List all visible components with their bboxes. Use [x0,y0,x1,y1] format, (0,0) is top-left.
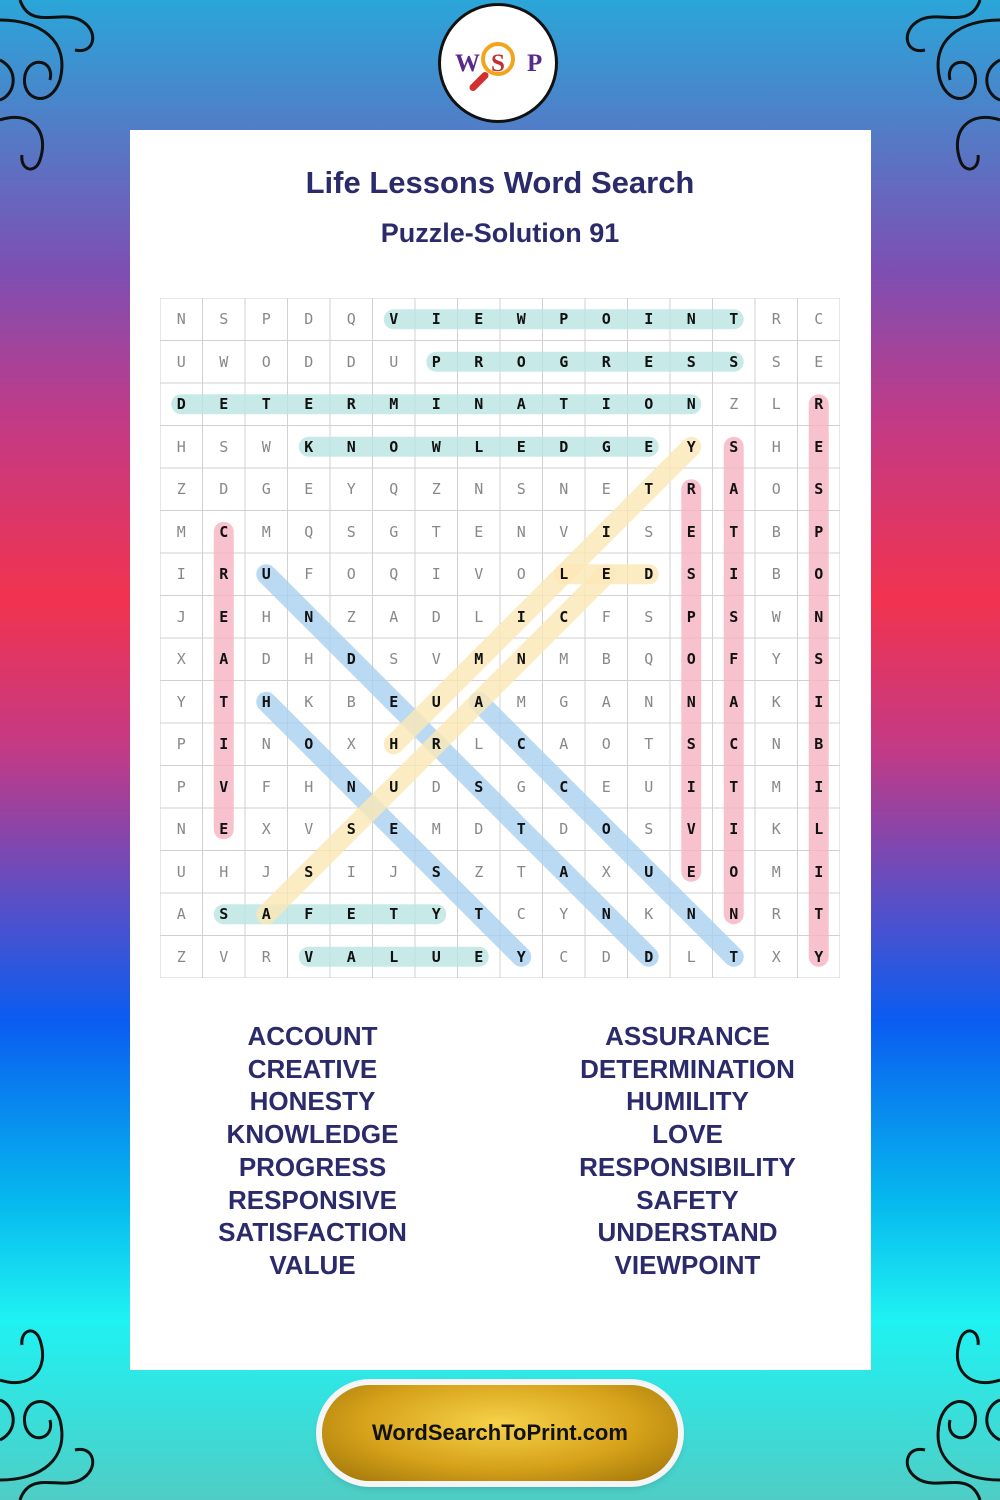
grid-cell[interactable]: G [516,777,526,796]
grid-cell[interactable]: U [176,862,186,881]
grid-cell[interactable]: N [814,607,824,626]
grid-cell[interactable]: D [644,565,654,583]
grid-cell[interactable]: R [814,395,824,413]
grid-cell[interactable]: I [176,565,186,583]
grid-cell[interactable]: V [431,650,441,668]
grid-cell[interactable]: N [346,437,356,456]
word-list-item: HUMILITY [626,1086,749,1117]
grid-cell[interactable]: S [644,607,654,626]
grid-cell[interactable]: B [771,522,781,541]
grid-cell[interactable]: F [261,777,271,796]
logo-letter: W [455,50,480,77]
corner-ornament-icon [860,1300,1000,1500]
grid-cell[interactable]: C [814,310,824,328]
grid-cell[interactable]: R [261,947,271,966]
grid-cell[interactable]: I [814,692,824,711]
grid-cell[interactable]: N [771,735,781,753]
grid-cell[interactable]: E [389,692,399,711]
grid-cell[interactable]: T [644,735,654,753]
grid-cell[interactable]: S [814,650,824,668]
grid-cell[interactable]: D [431,777,441,796]
grid-cell[interactable]: G [261,480,271,498]
grid-cell[interactable]: S [474,777,484,796]
grid-cell[interactable]: O [389,437,399,456]
grid-cell[interactable]: O [686,650,696,668]
grid-cell[interactable]: W [771,607,781,626]
grid-cell[interactable]: M [771,862,781,881]
grid-cell[interactable]: A [729,692,739,711]
grid-cell[interactable]: B [346,692,356,711]
grid-cell[interactable]: Q [389,480,399,498]
grid-cell[interactable]: H [771,437,781,456]
grid-cell[interactable]: R [771,905,781,923]
grid-cell[interactable]: S [516,480,526,498]
grid-cell[interactable]: V [474,565,484,583]
grid-cell[interactable]: P [176,777,186,796]
grid-cell[interactable]: N [176,310,186,328]
grid-cell[interactable]: S [219,310,229,328]
grid-cell[interactable]: N [601,905,611,923]
grid-cell[interactable]: B [771,565,781,583]
grid-cell[interactable]: I [219,735,229,753]
grid-cell[interactable]: H [219,862,229,881]
grid-cell[interactable]: H [261,607,271,626]
grid-cell[interactable]: Z [176,480,186,498]
grid-cell[interactable]: E [474,310,484,328]
grid-cell[interactable]: N [686,395,696,413]
grid-cell[interactable]: I [814,862,824,881]
grid-cell[interactable]: T [729,522,739,541]
grid-cell[interactable]: I [644,310,654,328]
grid-cell[interactable]: N [346,777,356,796]
grid-cell[interactable]: F [601,607,611,626]
grid-cell[interactable]: R [474,352,484,371]
grid-cell[interactable]: N [686,905,696,923]
grid-cell[interactable]: T [644,480,654,498]
word-list-item: CREATIVE [247,1053,378,1084]
grid-cell[interactable]: L [474,735,484,753]
grid-cell[interactable]: S [644,820,654,838]
word-list-item: RESPONSIVE [227,1184,398,1215]
grid-cell[interactable]: H [261,692,271,711]
grid-cell[interactable]: A [601,692,611,711]
grid-cell[interactable]: Z [431,480,441,498]
grid-cell[interactable]: G [601,437,611,456]
grid-cell[interactable]: E [474,522,484,541]
grid-cell[interactable]: S [304,862,314,881]
grid-cell[interactable]: E [814,352,824,371]
grid-cell[interactable]: S [644,522,654,541]
grid-cell[interactable]: C [559,947,569,966]
word-list-item: SATISFACTION [218,1217,407,1248]
grid-cell[interactable]: I [516,607,526,626]
grid-cell[interactable]: D [304,352,314,371]
grid-cell[interactable]: Q [346,310,356,328]
grid-cell[interactable]: N [304,607,314,626]
grid-cell[interactable]: O [601,310,611,328]
grid-cell[interactable]: D [346,352,356,371]
grid-cell[interactable]: W [261,437,271,456]
grid-cell[interactable]: F [304,905,314,923]
word-list-item: ASSURANCE [605,1021,770,1051]
grid-cell[interactable]: D [474,820,484,838]
grid-cell[interactable]: C [219,522,229,541]
logo-letter: S [491,50,505,77]
grid-cell[interactable]: E [644,437,654,456]
grid-cell[interactable]: A [559,735,569,753]
grid-cell[interactable]: N [516,522,526,541]
grid-cell[interactable]: W [516,310,526,328]
grid-cell[interactable]: D [261,650,271,668]
grid-cell[interactable]: I [431,565,441,583]
grid-cell[interactable]: R [686,480,696,498]
word-list-item: SAFETY [636,1184,739,1215]
grid-cell[interactable]: V [686,820,696,838]
grid-cell[interactable]: A [474,692,484,711]
grid-cell[interactable]: A [261,905,271,923]
grid-cell[interactable]: N [729,905,739,923]
grid-cell[interactable]: E [644,352,654,371]
grid-cell[interactable]: A [516,395,526,413]
corner-ornament-icon [0,1300,140,1500]
grid-cell[interactable]: S [389,650,399,668]
grid-cell[interactable]: D [176,395,186,413]
grid-cell[interactable]: G [559,692,569,711]
grid-cell[interactable]: R [431,735,441,753]
grid-cell[interactable]: N [516,650,526,668]
grid-cell[interactable]: C [729,735,739,753]
grid-cell[interactable]: N [474,395,484,413]
grid-cell[interactable]: L [559,565,569,583]
grid-cell[interactable]: T [814,905,824,923]
grid-cell[interactable]: G [559,352,569,371]
grid-cell[interactable]: B [814,735,824,753]
grid-cell[interactable]: J [261,862,271,881]
grid-cell[interactable]: X [176,650,186,668]
grid-cell[interactable]: E [219,820,229,838]
logo-letter: P [527,50,543,77]
grid-cell[interactable]: L [474,437,484,456]
grid-cell[interactable]: Q [389,565,399,583]
grid-cell[interactable]: F [304,565,314,583]
grid-cell[interactable]: M [516,692,526,711]
grid-cell[interactable]: X [771,947,781,966]
grid-cell[interactable]: X [346,735,356,753]
grid-cell[interactable]: M [261,522,271,541]
grid-cell[interactable]: D [559,437,569,456]
grid-cell[interactable]: V [559,522,569,541]
grid-cell[interactable]: X [601,862,611,881]
grid-cell[interactable]: I [814,777,824,796]
page-subtitle: Puzzle-Solution 91 [380,218,620,248]
grid-cell[interactable]: V [304,947,314,966]
grid-cell[interactable]: O [304,735,314,753]
word-list-right [535,1020,840,1282]
grid-cell[interactable]: S [729,437,739,456]
grid-cell[interactable]: F [729,650,739,668]
grid-cell[interactable]: V [304,820,314,838]
grid-cell[interactable]: U [389,777,399,796]
grid-cell[interactable]: E [304,480,314,498]
grid-cell[interactable]: C [559,777,569,796]
grid-cell[interactable]: A [389,607,399,626]
grid-cell[interactable]: O [601,735,611,753]
grid-cell[interactable]: Y [686,437,696,456]
grid-cell[interactable]: S [686,352,696,371]
grid-cell[interactable]: E [814,437,824,456]
grid-cell[interactable]: M [474,650,484,668]
grid-cell[interactable]: V [389,310,399,328]
grid-cell[interactable]: D [346,650,356,668]
grid-cell[interactable]: T [516,862,526,881]
grid-cell[interactable]: U [431,692,441,711]
grid-cell[interactable]: S [219,905,229,923]
grid-cell[interactable]: Q [644,650,654,668]
grid-cell[interactable]: R [346,395,356,413]
site-link-button[interactable]: WordSearchToPrint.com [322,1385,678,1481]
grid-cell[interactable]: U [389,352,399,371]
grid-cell[interactable]: R [771,310,781,328]
grid-cell[interactable]: S [686,735,696,753]
wsp-logo[interactable] [438,3,558,123]
grid-cell[interactable]: C [516,735,526,753]
word-list-item: RESPONSIBILITY [579,1151,796,1182]
grid-cell[interactable]: S [729,607,739,626]
grid-cell[interactable]: D [304,310,314,328]
grid-cell[interactable]: B [601,650,611,668]
grid-cell[interactable]: E [516,437,526,456]
grid-cell[interactable]: U [261,565,271,583]
word-list-item: VIEWPOINT [614,1249,761,1280]
grid-cell[interactable]: L [686,947,696,966]
grid-cell[interactable]: K [771,692,781,711]
grid-cell[interactable]: S [771,352,781,371]
grid-cell[interactable]: Y [516,947,526,966]
grid-cell[interactable]: N [474,480,484,498]
grid-cell[interactable]: H [389,735,399,753]
grid-cell[interactable]: K [304,437,314,456]
grid-cell[interactable]: O [729,862,739,881]
grid-cell[interactable]: O [771,480,781,498]
grid-cell[interactable]: S [729,352,739,371]
grid-cell[interactable]: T [559,395,569,413]
grid-cell[interactable]: O [516,352,526,371]
grid-cell[interactable]: Z [729,395,739,413]
grid-cell[interactable]: D [559,820,569,838]
grid-cell[interactable]: S [814,480,824,498]
grid-cell[interactable]: T [729,777,739,796]
grid-cell[interactable]: T [261,395,271,413]
word-list-item: ACCOUNT [247,1021,378,1051]
grid-cell[interactable]: T [389,905,399,923]
grid-cell[interactable]: P [559,310,569,328]
grid-cell[interactable]: L [771,395,781,413]
grid-cell[interactable]: H [304,650,314,668]
grid-cell[interactable]: A [346,947,356,966]
grid-cell[interactable]: M [559,650,569,668]
grid-cell[interactable]: P [814,522,824,541]
grid-cell[interactable]: O [644,395,654,413]
grid-cell[interactable]: E [219,395,229,413]
grid-cell[interactable]: T [729,947,739,966]
grid-cell[interactable]: N [261,735,271,753]
grid-cell[interactable]: J [389,862,399,881]
grid-cell[interactable]: Y [814,947,824,966]
word-list-left [160,1020,465,1282]
grid-cell[interactable]: N [686,310,696,328]
grid-cell[interactable]: I [729,820,739,838]
grid-cell[interactable]: P [686,607,696,626]
grid-cell[interactable]: P [431,352,441,371]
grid-cell[interactable]: W [219,352,229,371]
grid-cell[interactable]: T [516,820,526,838]
grid-cell[interactable]: V [219,777,229,796]
grid-cell[interactable]: L [474,607,484,626]
grid-cell[interactable]: T [219,692,229,711]
word-list-item: DETERMINATION [580,1053,795,1084]
word-list-item: PROGRESS [238,1151,387,1182]
grid-cell[interactable]: Y [771,650,781,668]
grid-cell[interactable]: I [686,777,696,796]
grid-cell[interactable]: E [474,947,484,966]
grid-cell[interactable]: I [431,310,441,328]
grid-cell[interactable]: L [814,820,824,838]
grid-cell[interactable]: A [729,480,739,498]
grid-cell[interactable]: R [601,352,611,371]
grid-cell[interactable]: Y [176,692,186,711]
grid-cell[interactable]: C [516,905,526,923]
grid-cell[interactable]: R [219,565,229,583]
grid-cell[interactable]: N [644,692,654,711]
grid-cell[interactable]: N [686,692,696,711]
grid-cell[interactable]: K [771,820,781,838]
grid-cell[interactable]: E [601,565,611,583]
grid-cell[interactable]: D [219,480,229,498]
grid-cell[interactable]: A [219,650,229,668]
grid-cell[interactable]: G [389,522,399,541]
grid-cell[interactable]: V [219,947,229,966]
grid-cell[interactable]: I [601,395,611,413]
grid-cell[interactable]: M [771,777,781,796]
grid-cell[interactable]: T [474,905,484,923]
grid-cell[interactable]: I [601,522,611,541]
word-list-item: KNOWLEDGE [226,1119,399,1150]
grid-cell[interactable]: W [431,437,441,456]
word-list-item: LOVE [652,1119,723,1150]
grid-cell[interactable]: O [261,352,271,371]
grid-cell[interactable]: E [686,862,696,881]
grid-cell[interactable]: D [431,607,441,626]
grid-cell[interactable]: M [431,820,441,838]
grid-cell[interactable]: O [346,565,356,583]
grid-cell[interactable]: U [431,947,441,966]
grid-cell[interactable]: E [601,480,611,498]
grid-cell[interactable]: H [176,437,186,456]
grid-cell[interactable]: D [601,947,611,966]
grid-cell[interactable]: O [814,565,824,583]
grid-cell[interactable]: O [516,565,526,583]
grid-cell[interactable]: S [346,522,356,541]
grid-cell[interactable]: K [644,905,654,923]
grid-cell[interactable]: H [304,777,314,796]
word-list-item: UNDERSTAND [597,1217,778,1248]
grid-cell[interactable]: S [346,820,356,838]
page-title: Life Lessons Word Search [305,165,695,200]
grid-cell[interactable]: Y [559,905,569,923]
grid-cell[interactable]: N [559,480,569,498]
grid-cell[interactable]: N [176,820,186,838]
grid-cell[interactable]: P [261,310,271,328]
grid-cell[interactable]: I [431,395,441,413]
grid-cell[interactable]: M [176,522,186,541]
grid-cell[interactable]: U [644,777,654,796]
word-list-item: HONESTY [249,1086,376,1117]
grid-cell[interactable]: K [304,692,314,711]
grid-cell[interactable]: Y [346,480,356,498]
grid-cell[interactable]: U [176,352,186,371]
grid-cell[interactable]: S [431,862,441,881]
grid-cell[interactable]: L [389,947,399,966]
grid-cell[interactable]: C [559,607,569,626]
grid-cell[interactable]: T [729,310,739,328]
grid-cell[interactable]: T [431,522,441,541]
grid-cell[interactable]: E [219,607,229,626]
grid-cell[interactable]: Z [346,607,356,626]
grid-cell[interactable]: E [389,820,399,838]
grid-cell[interactable]: Z [176,947,186,966]
grid-cell[interactable]: O [601,820,611,838]
grid-cell[interactable]: M [389,395,399,413]
grid-cell[interactable]: Y [431,905,441,923]
grid-cell[interactable]: U [644,862,654,881]
grid-cell[interactable]: S [219,437,229,456]
grid-cell[interactable]: P [176,735,186,753]
grid-cell[interactable]: E [346,905,356,923]
grid-cell[interactable]: I [729,565,739,583]
grid-cell[interactable]: Z [474,862,484,881]
grid-cell[interactable]: Q [304,522,314,541]
word-list-item: VALUE [269,1249,356,1280]
letter-grid [160,298,840,978]
grid-cell[interactable]: S [686,565,696,583]
grid-cell[interactable]: D [644,947,654,966]
grid-cell[interactable]: A [559,862,569,881]
grid-cell[interactable]: I [346,862,356,881]
grid-cell[interactable]: E [304,395,314,413]
grid-cell[interactable]: J [176,607,186,626]
grid-cell[interactable]: E [686,522,696,541]
grid-cell[interactable]: A [176,905,186,923]
grid-cell[interactable]: X [261,820,271,838]
grid-cell[interactable]: E [601,777,611,796]
